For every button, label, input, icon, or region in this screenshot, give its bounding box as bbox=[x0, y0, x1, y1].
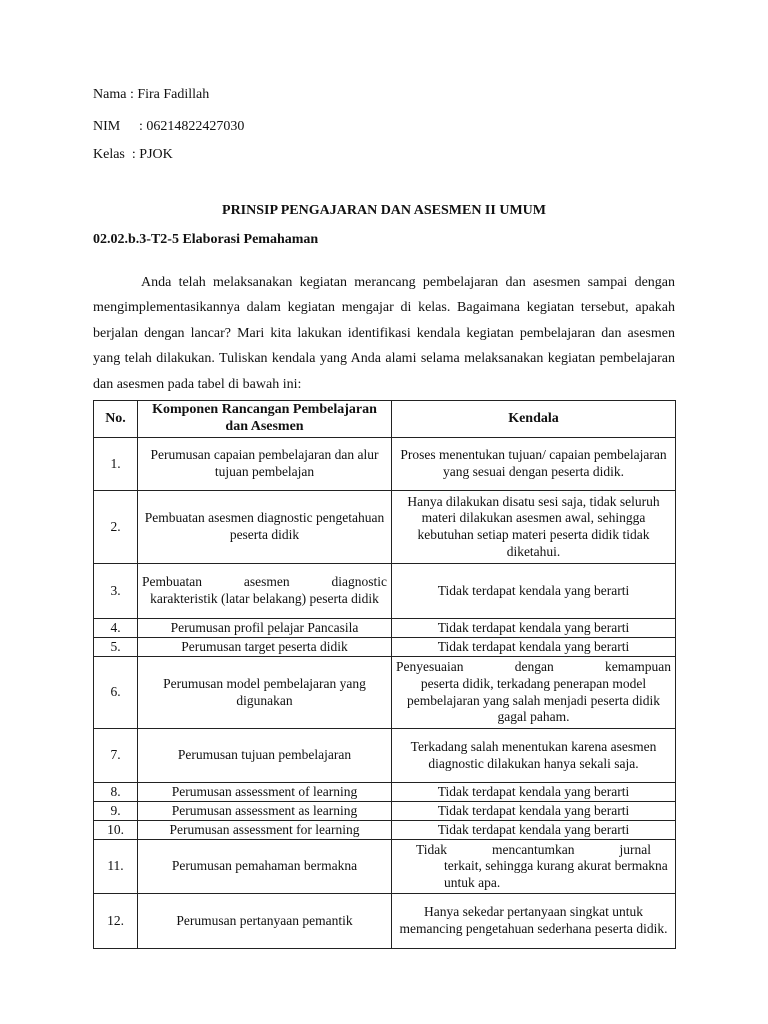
header-komponen: Komponen Rancangan Pembelajaran dan Asesmen bbox=[138, 401, 392, 438]
student-nim-line: NIM : 06214822427030 bbox=[93, 119, 245, 134]
nama-value: Fira Fadillah bbox=[137, 87, 210, 102]
row-no: 9. bbox=[94, 802, 138, 821]
nim-label: NIM bbox=[93, 119, 121, 134]
table-row bbox=[94, 821, 676, 840]
row-komponen: Perumusan pemahaman bermakna bbox=[138, 840, 392, 894]
row-kendala: Tidak terdapat kendala yang berarti bbox=[392, 619, 676, 638]
row-no: 11. bbox=[94, 840, 138, 894]
row-no: 12. bbox=[94, 894, 138, 949]
row-kendala-line1: Tidak mencantumkan jurnal bbox=[416, 841, 651, 857]
table-row bbox=[94, 729, 676, 783]
row-no: 3. bbox=[94, 564, 138, 619]
intro-paragraph: Anda telah melaksanakan kegiatan merancang pembelajaran dan asesmen sampai dengan mengimplementasikannya dalam kegiatan mengajar di kelas. Bagaimana kegiatan tersebut, apakah berjalan dengan lancar? Mari kita lakukan identifikasi kendala kegiatan pembelajaran dan asesmen yang telah dilakukan. Tuliskan kendala yang Anda alami selama melaksanakan kegiatan pembelajaran dan asesmen pada tabel di bawah ini: bbox=[93, 275, 675, 392]
table-row bbox=[94, 783, 676, 802]
row-no: 8. bbox=[94, 783, 138, 802]
document-title: PRINSIP PENGAJARAN DAN ASESMEN II UMUM bbox=[222, 203, 546, 218]
table-row bbox=[94, 438, 676, 491]
table-header-row bbox=[94, 401, 676, 438]
nama-label: Nama bbox=[93, 87, 127, 102]
nim-value: 06214822427030 bbox=[146, 119, 245, 134]
kendala-table bbox=[93, 400, 676, 949]
row-kendala: Tidak terdapat kendala yang berarti bbox=[392, 564, 676, 619]
table-row bbox=[94, 657, 676, 729]
row-kendala: Tidak terdapat kendala yang berarti bbox=[392, 802, 676, 821]
row-komponen: Perumusan tujuan pembelajaran bbox=[138, 729, 392, 783]
row-no: 7. bbox=[94, 729, 138, 783]
row-komponen: Perumusan assessment for learning bbox=[138, 821, 392, 840]
row-no: 5. bbox=[94, 638, 138, 657]
row-kendala-line2: peserta didik, terkadang penerapan model pembelajaran yang salah menjadi peserta didik gagal paham. bbox=[406, 675, 661, 725]
row-komponen: Perumusan assessment as learning bbox=[138, 802, 392, 821]
table-row bbox=[94, 840, 676, 894]
header-no: No. bbox=[94, 401, 138, 438]
table-row bbox=[94, 802, 676, 821]
row-no: 1. bbox=[94, 438, 138, 491]
row-kendala: Tidak terdapat kendala yang berarti bbox=[392, 821, 676, 840]
row-kendala: Hanya dilakukan disatu sesi saja, tidak seluruh materi dilakukan asesmen awal, sehingga kebutuhan setiap materi peserta didik tidak diketahui. bbox=[392, 491, 676, 564]
row-no: 10. bbox=[94, 821, 138, 840]
row-komponen: Perumusan model pembelajaran yang digunakan bbox=[138, 657, 392, 729]
row-komponen: Perumusan pertanyaan pemantik bbox=[138, 894, 392, 949]
table-row bbox=[94, 564, 676, 619]
student-name-line: Nama : Fira Fadillah bbox=[93, 87, 210, 102]
row-kendala bbox=[392, 657, 676, 729]
row-komponen: Perumusan target peserta didik bbox=[138, 638, 392, 657]
row-kendala: Tidak terdapat kendala yang berarti bbox=[392, 783, 676, 802]
row-no: 2. bbox=[94, 491, 138, 564]
student-class-line: Kelas : PJOK bbox=[93, 147, 173, 162]
table-row bbox=[94, 491, 676, 564]
row-komponen: Pembuatan asesmen diagnostic pengetahuan peserta didik bbox=[138, 491, 392, 564]
table-row bbox=[94, 638, 676, 657]
row-no: 6. bbox=[94, 657, 138, 729]
row-komponen: Perumusan assessment of learning bbox=[138, 783, 392, 802]
header-kendala: Kendala bbox=[392, 401, 676, 438]
row-komponen: Perumusan capaian pembelajaran dan alur tujuan pembelajan bbox=[138, 438, 392, 491]
row-kendala-line1: Penyesuaian dengan kemampuan bbox=[396, 659, 671, 675]
row-komponen bbox=[138, 564, 392, 619]
kelas-label: Kelas bbox=[93, 147, 125, 162]
row-kendala: Hanya sekedar pertanyaan singkat untuk memancing pengetahuan sederhana peserta didik. bbox=[392, 894, 676, 949]
table-row bbox=[94, 894, 676, 949]
row-kendala: Tidak terdapat kendala yang berarti bbox=[392, 638, 676, 657]
row-komponen-line2: karakteristik (latar belakang) peserta didik bbox=[150, 591, 379, 606]
row-kendala: Terkadang salah menentukan karena asesmen diagnostic dilakukan hanya sekali saja. bbox=[392, 729, 676, 783]
row-no: 4. bbox=[94, 619, 138, 638]
table-row bbox=[94, 619, 676, 638]
kelas-value: PJOK bbox=[139, 147, 173, 162]
row-kendala bbox=[392, 840, 676, 894]
row-kendala: Proses menentukan tujuan/ capaian pembelajaran yang sesuai dengan peserta didik. bbox=[392, 438, 676, 491]
row-komponen: Perumusan profil pelajar Pancasila bbox=[138, 619, 392, 638]
row-kendala-line2: terkait, sehingga kurang akurat bermakna untuk apa. bbox=[444, 858, 668, 890]
row-komponen-line1: Pembuatan asesmen diagnostic bbox=[142, 574, 387, 590]
document-subtitle: 02.02.b.3-T2-5 Elaborasi Pemahaman bbox=[93, 232, 319, 247]
